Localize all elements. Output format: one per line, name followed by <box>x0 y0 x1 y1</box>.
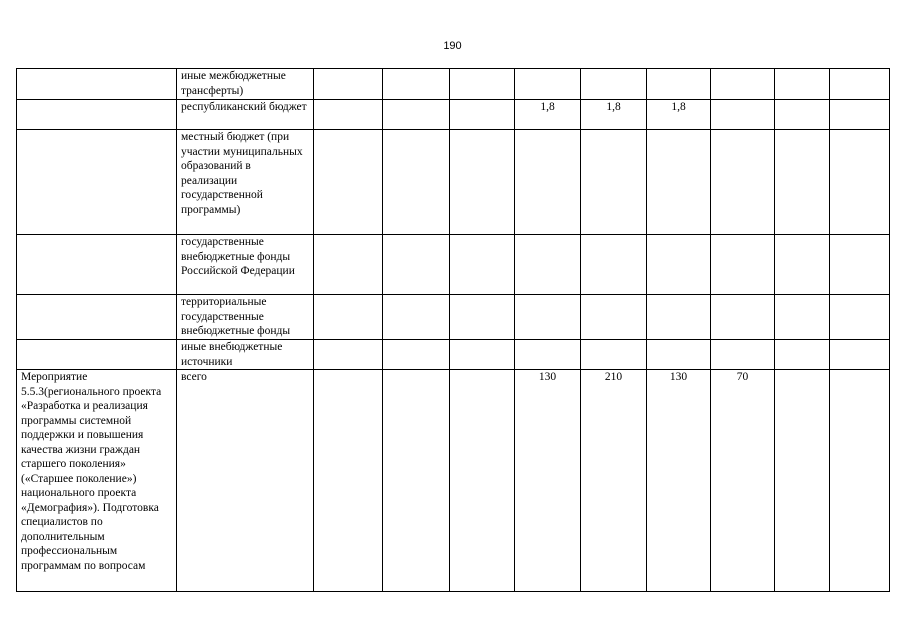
value-cell <box>711 235 775 295</box>
value-cell <box>314 69 383 100</box>
value-cell <box>515 235 581 295</box>
budget-table <box>16 68 890 592</box>
value-cell <box>830 370 890 592</box>
funding-source-cell: местный бюджет (при участии муниципальных образований в реализации государственной программы) <box>177 130 314 235</box>
value-cell <box>314 235 383 295</box>
funding-source-cell: территориальные государственные внебюджетные фонды <box>177 295 314 340</box>
value-cell <box>711 295 775 340</box>
activity-cell <box>17 340 177 370</box>
activity-cell <box>17 69 177 100</box>
value-cell <box>647 235 711 295</box>
value-cell <box>830 340 890 370</box>
activity-cell <box>17 130 177 235</box>
value-cell <box>711 69 775 100</box>
value-cell <box>775 370 830 592</box>
funding-source-cell: республиканский бюджет <box>177 100 314 130</box>
value-cell <box>450 130 515 235</box>
value-cell <box>775 69 830 100</box>
value-cell <box>450 370 515 592</box>
value-cell <box>383 69 450 100</box>
value-cell <box>647 130 711 235</box>
value-cell <box>581 235 647 295</box>
value-cell <box>383 235 450 295</box>
table-row <box>17 340 890 370</box>
value-cell <box>830 235 890 295</box>
table-row <box>17 235 890 295</box>
value-cell <box>647 340 711 370</box>
value-cell <box>314 340 383 370</box>
value-cell: 70 <box>711 370 775 592</box>
value-cell <box>383 295 450 340</box>
activity-cell <box>17 295 177 340</box>
table-row <box>17 295 890 340</box>
value-cell: 130 <box>647 370 711 592</box>
activity-cell <box>17 235 177 295</box>
funding-source-cell: иные межбюджетные трансферты) <box>177 69 314 100</box>
table-row <box>17 370 890 592</box>
funding-source-cell: государственные внебюджетные фонды Российской Федерации <box>177 235 314 295</box>
value-cell <box>450 340 515 370</box>
table-row <box>17 130 890 235</box>
value-cell: 1,8 <box>647 100 711 130</box>
value-cell <box>515 130 581 235</box>
value-cell <box>711 340 775 370</box>
value-cell <box>450 100 515 130</box>
value-cell <box>830 69 890 100</box>
value-cell <box>711 100 775 130</box>
value-cell <box>450 295 515 340</box>
value-cell <box>775 100 830 130</box>
value-cell <box>383 100 450 130</box>
value-cell <box>581 69 647 100</box>
value-cell <box>314 100 383 130</box>
table-row <box>17 100 890 130</box>
funding-source-cell: иные внебюджетные источники <box>177 340 314 370</box>
value-cell <box>647 295 711 340</box>
value-cell <box>450 69 515 100</box>
value-cell <box>515 69 581 100</box>
value-cell <box>450 235 515 295</box>
value-cell <box>314 130 383 235</box>
value-cell: 130 <box>515 370 581 592</box>
value-cell <box>830 100 890 130</box>
value-cell <box>314 370 383 592</box>
value-cell <box>711 130 775 235</box>
value-cell: 1,8 <box>581 100 647 130</box>
value-cell <box>383 370 450 592</box>
value-cell <box>775 295 830 340</box>
value-cell <box>581 340 647 370</box>
value-cell <box>515 295 581 340</box>
value-cell <box>383 130 450 235</box>
value-cell <box>775 235 830 295</box>
value-cell <box>775 130 830 235</box>
value-cell <box>581 295 647 340</box>
page-number: 190 <box>443 40 462 52</box>
value-cell <box>581 130 647 235</box>
value-cell <box>515 340 581 370</box>
activity-cell <box>17 100 177 130</box>
value-cell <box>775 340 830 370</box>
value-cell <box>830 130 890 235</box>
value-cell: 210 <box>581 370 647 592</box>
value-cell: 1,8 <box>515 100 581 130</box>
value-cell <box>383 340 450 370</box>
value-cell <box>314 295 383 340</box>
activity-cell: Мероприятие 5.5.3(регионального проекта «Разработка и реализация программы системной поддержки и повышения качества жизни граждан старшего поколения» («Старшее поколение») национального проекта «Демография»). Подготовка специалистов по дополнительным профессиональным программам по вопросам <box>17 370 177 592</box>
value-cell <box>647 69 711 100</box>
funding-source-cell: всего <box>177 370 314 592</box>
value-cell <box>830 295 890 340</box>
table-row <box>17 69 890 100</box>
